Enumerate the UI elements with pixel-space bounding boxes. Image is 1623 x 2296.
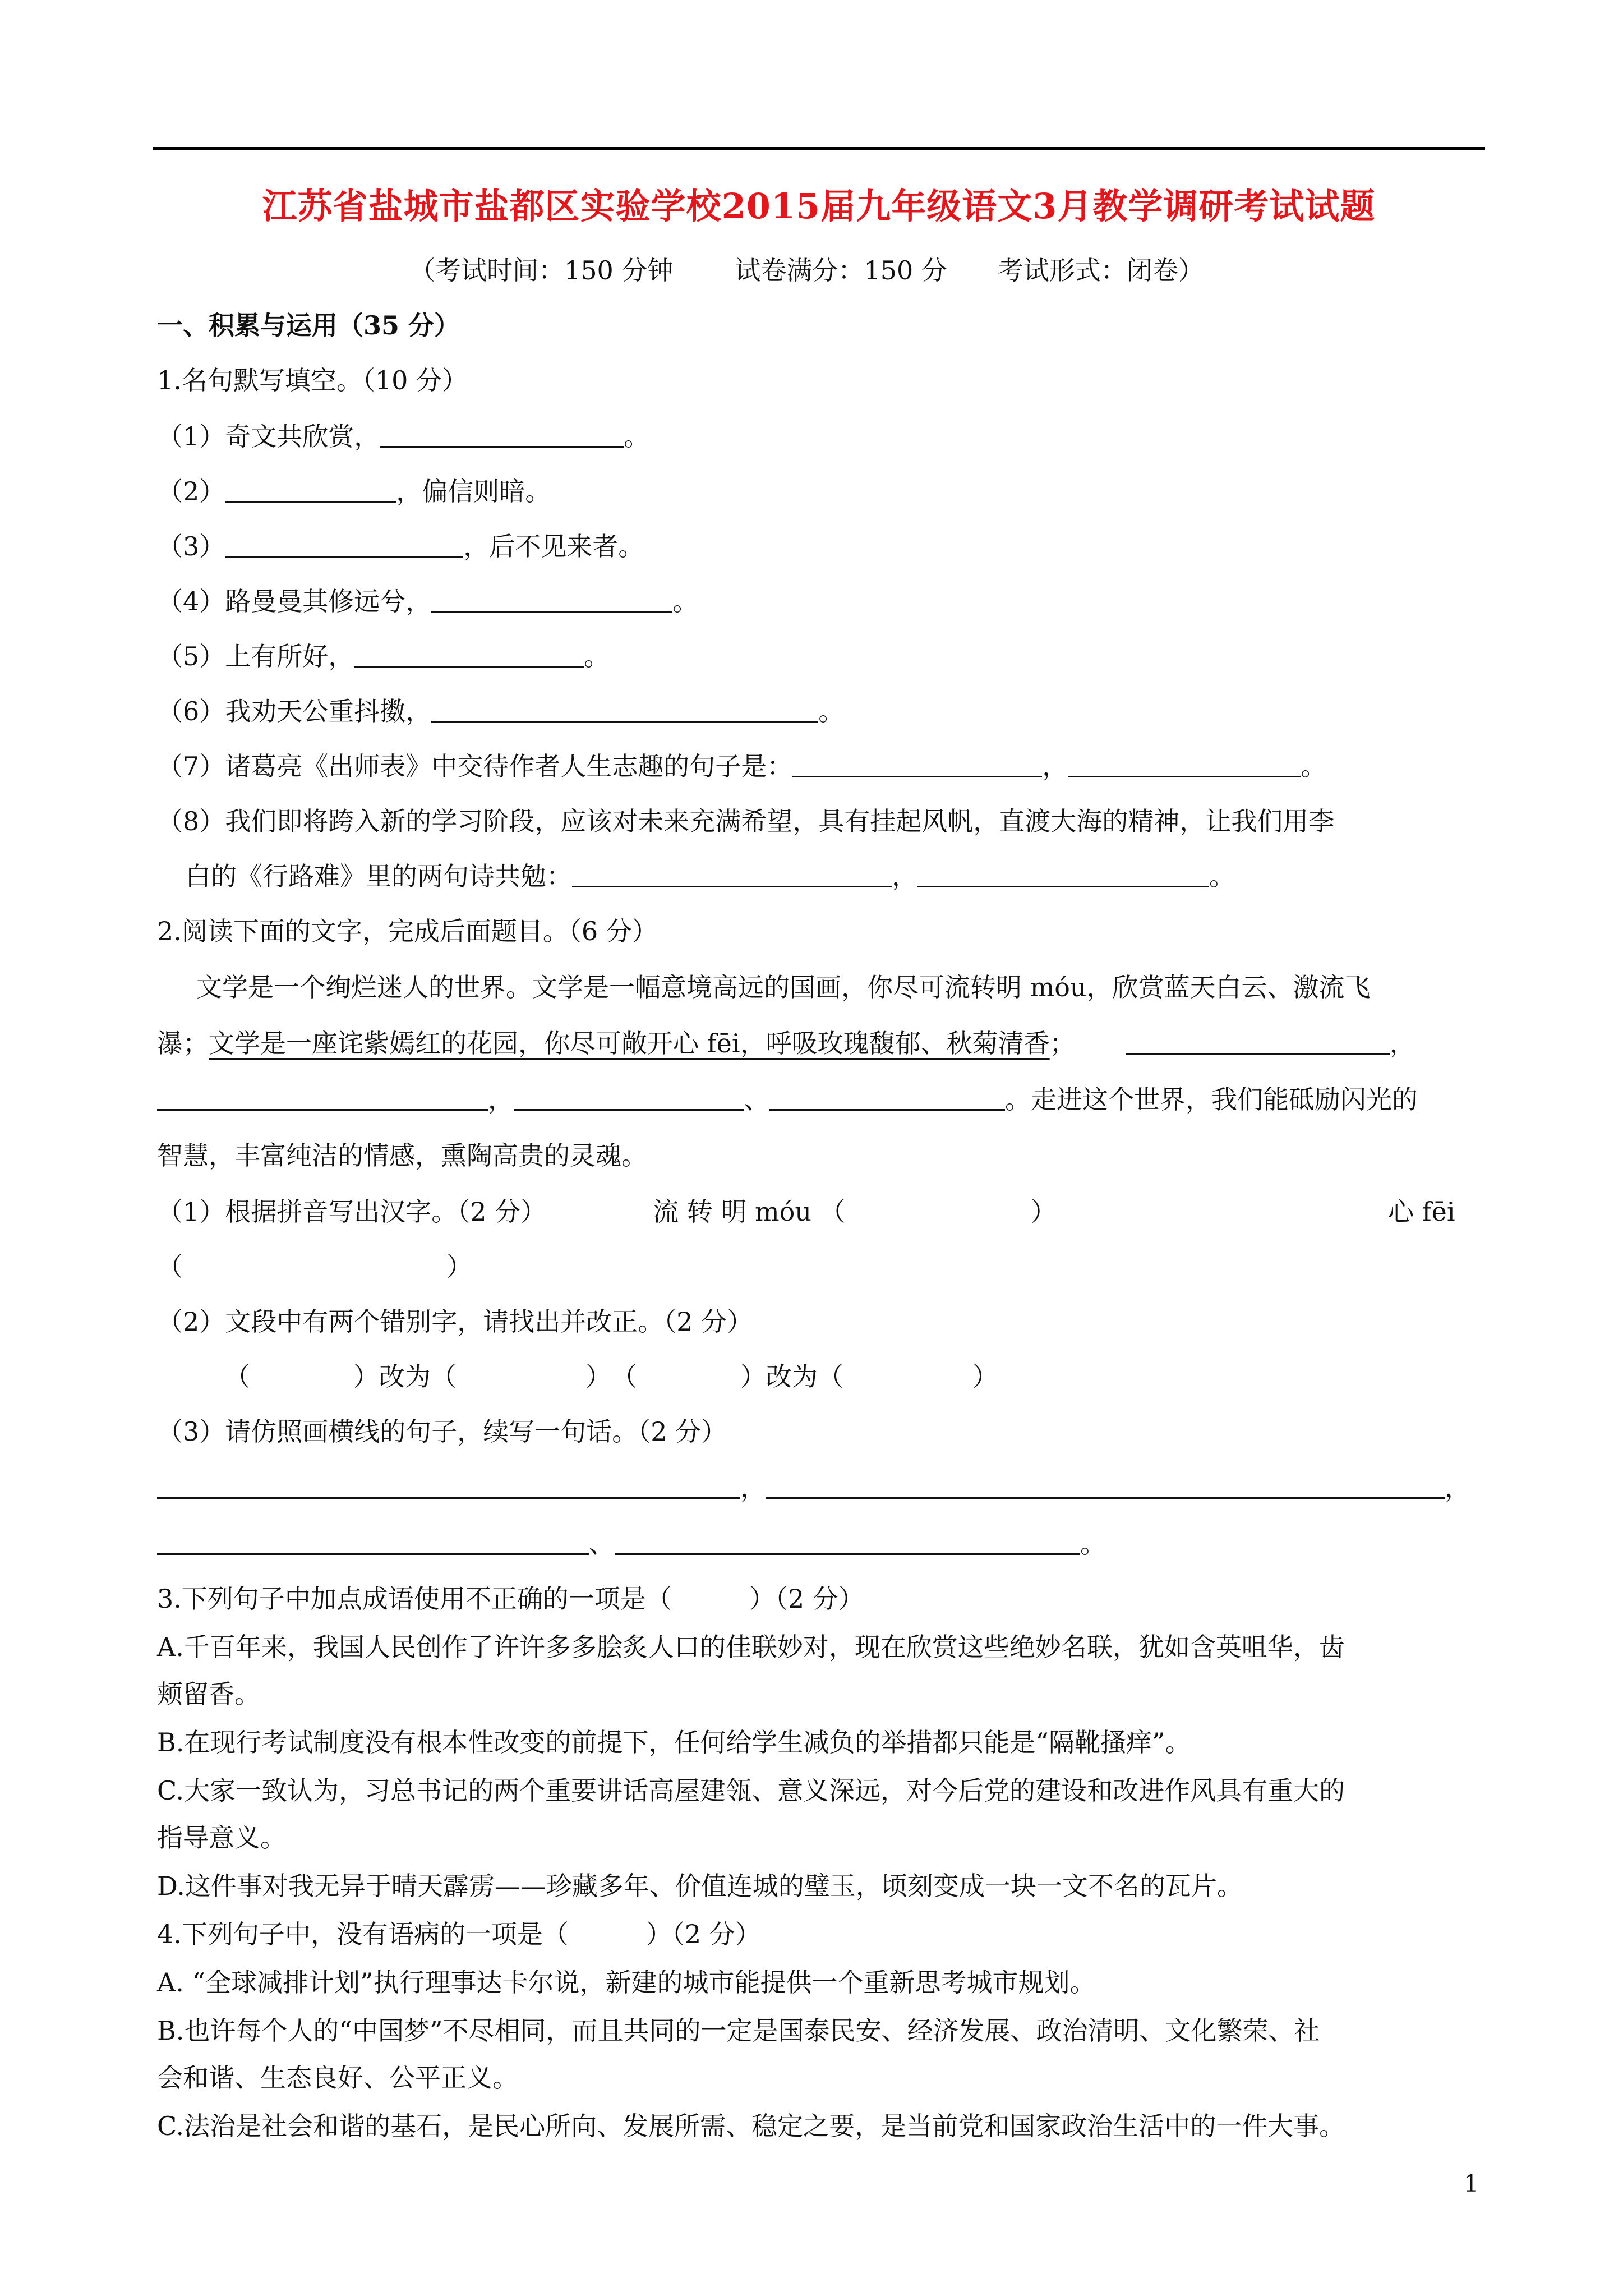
q1-item-2: （2） ，偏信则暗。 — [157, 476, 551, 507]
q3-option-c-cont: 指导意义。 — [157, 1823, 286, 1853]
q1-item-3: （3） ，后不见来者。 — [157, 531, 644, 562]
answer-blank[interactable] — [572, 863, 892, 887]
q2-stem: 2.阅读下面的文字，完成后面题目。（6 分） — [157, 916, 658, 946]
q2-sub2: （2）文段中有两个错别字，请找出并改正。（2 分） — [157, 1306, 753, 1337]
q2-sub3-line-1: ， ， — [157, 1471, 1470, 1504]
q2-sub3-line-2: 、 。 — [157, 1527, 1106, 1561]
q1-item-8: （8）我们即将跨入新的学习阶段，应该对未来充满希望，具有挂起风帆，直渡大海的精神，让我们用李 — [157, 806, 1335, 836]
header-rule — [153, 147, 1485, 150]
page-number: 1 — [1464, 2170, 1479, 2197]
q4-option-a: A. “全球减排计划”执行理事达卡尔说，新建的城市能提供一个重新思考城市规划。 — [157, 1967, 1096, 1998]
q3-stem: 3.下列句子中加点成语使用不正确的一项是（ ）（2 分） — [157, 1584, 864, 1614]
q2-sub1-b: 心 fēi — [1388, 1197, 1455, 1227]
q2-passage-line-3: ， 、 。走进这个世界，我们能砥励闪光的 — [157, 1083, 1418, 1116]
q3-option-a: A.千百年来，我国人民创作了许许多多脍炙人口的佳联妙对，现在欣赏这些绝妙名联，犹如含英咀华，齿 — [157, 1632, 1345, 1662]
section-heading: 一、积累与运用（35 分） — [157, 310, 460, 341]
q1-stem: 1.名句默写填空。（10 分） — [157, 365, 468, 395]
answer-blank[interactable] — [225, 533, 463, 558]
q1-item-6: （6）我劝天公重抖擞， 。 — [157, 696, 845, 726]
q2-passage-line-4: 智慧，丰富纯洁的情感，熏陶高贵的灵魂。 — [157, 1140, 647, 1171]
q1-item-7: （7）诸葛亮《出师表》中交待作者人生志趣的句子是： ， 。 — [157, 751, 1327, 781]
q2-sub2-fill: （ ）改为（ ） （ ）改为（ ） — [224, 1361, 998, 1392]
answer-blank[interactable] — [766, 1475, 1445, 1499]
q3-option-b: B.在现行考试制度没有根本性改变的前提下，任何给学生减负的举措都只能是“隔靴搔痒”。 — [157, 1727, 1191, 1757]
answer-blank[interactable] — [1126, 1030, 1390, 1055]
q4-option-c: C.法治是社会和谐的基石，是民心所向、发展所需、稳定之要，是当前党和国家政治生活中的一件大事。 — [157, 2111, 1345, 2141]
answer-blank[interactable] — [354, 643, 584, 668]
q4-stem: 4.下列句子中，没有语病的一项是（ ）（2 分） — [157, 1919, 761, 1949]
q2-passage-line-1: 文学是一个绚烂迷人的世界。文学是一幅意境高远的国画，你尽可流转明 móu，欣赏蓝天白云、激流飞 — [196, 972, 1371, 1002]
q2-sub3: （3）请仿照画横线的句子，续写一句话。（2 分） — [157, 1416, 727, 1447]
answer-blank[interactable] — [769, 1087, 1005, 1111]
exam-score: 试卷满分：150 分 — [735, 255, 947, 286]
q1-item-4: （4）路曼曼其修远兮， 。 — [157, 586, 699, 616]
exam-time: （考试时间：150 分钟 — [409, 255, 674, 286]
answer-blank[interactable] — [380, 424, 624, 448]
q4-option-b-cont: 会和谐、生态良好、公平正义。 — [157, 2063, 518, 2093]
q4-option-b: B.也许每个人的“中国梦”不尽相同，而且共同的一定是国泰民安、经济发展、政治清明、文化繁荣、社 — [157, 2016, 1320, 2046]
answer-blank[interactable] — [917, 863, 1209, 887]
answer-blank[interactable] — [157, 1475, 740, 1499]
q2-passage-line-2: 瀑；文学是一座诧紫嫣红的花园，你尽可敞开心 fēi，呼吸玫瑰馥郁、秋菊清香； ， — [157, 1028, 1415, 1059]
answer-blank[interactable] — [792, 753, 1042, 777]
underlined-sentence: 文学是一座诧紫嫣红的花园，你尽可敞开心 fēi，呼吸玫瑰馥郁、秋菊清香 — [209, 1028, 1050, 1059]
q3-option-c: C.大家一致认为，习总书记的两个重要讲话高屋建瓴、意义深远，对今后党的建设和改进作风具有重大的 — [157, 1775, 1345, 1806]
q3-option-a-cont: 颊留香。 — [157, 1679, 260, 1709]
q1-item-5: （5）上有所好， 。 — [157, 641, 610, 671]
answer-blank[interactable] — [1068, 753, 1301, 777]
q2-sub1: （1）根据拼音写出汉字。（2 分） 流 转 明 móu （ ） — [157, 1197, 1057, 1227]
answer-blank[interactable] — [431, 588, 672, 613]
q3-option-d: D.这件事对我无异于晴天霹雳——珍藏多年、价值连城的璧玉，顷刻变成一块一文不名的瓦片。 — [157, 1871, 1243, 1901]
answer-blank[interactable] — [615, 1531, 1080, 1555]
answer-blank[interactable] — [514, 1087, 744, 1111]
q1-item-1: （1）奇文共欣赏， 。 — [157, 421, 650, 452]
q2-sub1-b-paren: （ ） — [157, 1251, 472, 1282]
exam-form: 考试形式：闭卷） — [997, 255, 1204, 286]
q1-item-8-cont: 白的《行路难》里的两句诗共勉： ， 。 — [185, 861, 1235, 891]
exam-info — [409, 254, 1204, 287]
page-title: 江苏省盐城市盐都区实验学校2015届九年级语文3月教学调研考试试题 — [262, 186, 1376, 227]
answer-blank[interactable] — [431, 698, 818, 723]
answer-blank[interactable] — [157, 1087, 488, 1111]
answer-blank[interactable] — [157, 1531, 589, 1555]
answer-blank[interactable] — [225, 478, 396, 503]
